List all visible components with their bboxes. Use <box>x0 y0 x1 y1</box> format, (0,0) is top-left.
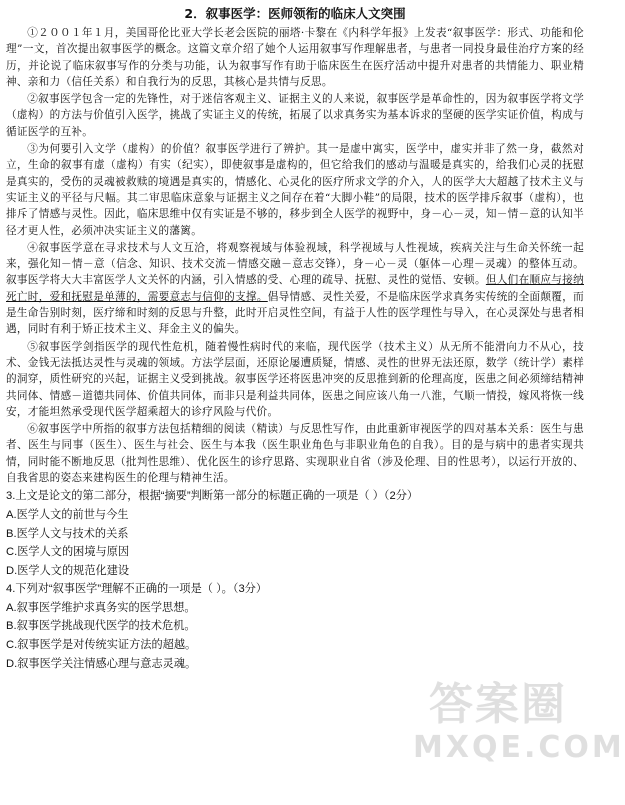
paragraph-5: ⑤叙事医学剑指医学的现代性危机，随着慢性病时代的来临，现代医学（技术主义）从无所不能滑向力不从心，技术、金钱无法抵达灵性与灵魂的领域。方法学层面，还原论屡遭质疑，情感、灵性的世界无法还原，数学（统计学）素样的洞穿，质性研究的兴起，证据主义受到挑战。叙事医学还将医患冲突的反思推到新的伦理高度，医患之间必须缔结精神共同体、情感－道德共同体、价值共同体，而非只是利益共同体，医患之间应该八角一八淮，气顺一情投，嫁风将恢一线安，才能坦然承受现代医学超乘超大的诊疗风险与代价。 <box>6 340 584 418</box>
question-3 <box>6 487 584 580</box>
document-page <box>6 6 584 673</box>
paragraph-1: ①２００１年１月，美国哥伦比亚大学长老会医院的丽塔·卡黎在《内科学年报》上发表“叙事医学：形式、功能和伦理”一文，首次提出叙事医学的概念。这篇文章介绍了她个人运用叙事写作理解患者，与患者一同投身最佳治疗方案的经历，并论说了临床叙事写作的分类与功能，认为叙事写作有助于临床医生在医疗活动中提升对患者的共情能力、职业精神、亲和力（信任关系）和自我行为的反思，其核心是共情与反思。 <box>6 27 584 88</box>
question-3-option-b[interactable]: B.医学人文与技术的关系 <box>6 527 129 540</box>
question-4-option-a[interactable]: A.叙事医学维护求真务实的医学思想。 <box>6 601 196 614</box>
question-3-option-c[interactable]: C.医学人文的困境与原因 <box>6 546 130 559</box>
question-3-stem: 3.上文是论文的第二部分，根据“摘要”判断第一部分的标题正确的一项是（ ）（2分） <box>6 490 419 503</box>
watermark-logo <box>413 679 625 799</box>
paragraph-2: ②叙事医学包含一定的先锋性，对于迷信客观主义、证据主义的人来说，叙事医学是革命性的，因为叙事医学将文学（虚构）的方法与价值引入医学，挑战了实证主义的传统，拓展了以求真务实为基本诉求的坚硬的医学实证价值，构成与循证医学的互补。 <box>6 93 584 138</box>
question-4-option-c[interactable]: C.叙事医学是对传统实证方法的超越。 <box>6 639 197 652</box>
question-4-option-b[interactable]: B.叙事医学挑战现代医学的技术危机。 <box>6 620 196 633</box>
paragraph-4 <box>6 240 584 338</box>
question-3-option-d[interactable]: D.医学人文的规范化建设 <box>6 564 130 577</box>
question-4-stem: 4.下列对“叙事医学”理解不正确的一项是（ ）。（3分） <box>6 583 268 596</box>
paragraph-3: ③为何要引入文学（虚构）的价值？叙事医学进行了辨护。其一是虚中寓实，医学中，虚实并非了然一身，截然对立，生命的叙事有虚（虚构）有实（纪实），即使叙事是虚构的，但它给我们的感动与温暖是真实的，给我们心灵的抚慰是真实的，受伤的灵魂被救赎的境遇是真实的，情感化、心灵化的医疗所求文学的介入，人的医学大大超越了技术主义与实证主义的平径与尺幅。其二审思临床意象与证据主义之间存在着“大脚小鞋”的局限，技术的医学排斥叙事（虚构），也排斥了情感与灵性。因此，临床思维中仅有实证是不够的，移步到全人医学的视野中，身－心－灵，知－情－意的认知半径才更人性，必须冲决实证主义的藩篱。 <box>6 143 584 237</box>
question-4-option-d[interactable]: D.叙事医学关注情感心理与意志灵魂。 <box>6 657 197 670</box>
question-4 <box>6 580 584 673</box>
watermark-text-top: 答案圈 <box>429 679 567 730</box>
section-title: 2．叙事医学：医师领衔的临床人文突围 <box>184 6 406 21</box>
paragraph-6: ⑥叙事医学中所指的叙事方法包括精细的阅读（精读）与反思性写作，由此重新审视医学的四对基本关系：医生与患者、医生与同事（医生）、医生与社会、医生与本我（医生职业角色与非职业角色的自我）。目的是与病中的患者实现共情，同时能不断地反思（批判性思维）、优化医生的诊疗思路、实现职业自省（涉及伦理、目的性思考），以运行开放的、自我省思的姿态来建构医生的伦理与精神生活。 <box>6 423 584 485</box>
paragraph-4-lead: ④叙事医学意在寻求技术与人文互洽，将观察视域与体验视域，科学视域与人性视域，疾病关注与生命关怀统一起来，强化知－情－意（信念、知识、技术交流－情感交融－意志交锋），身－心－灵（躯体－心理－灵魂）的整体互动。叙事医学将大大丰富医学人文关怀的内涵，引入情感的受、心理的疏导、抚慰、灵性的觉悟、安顿。 <box>6 241 584 287</box>
watermark-text-bottom: MXQE.COM <box>413 730 625 765</box>
paragraph-4-tail: 倡导情感、灵性关爱，不是临床医学求真务实传统的全面颠覆，而是生命告别时刻，医疗缔和时刻的反思与升整，此时开启灵性空间，有益于人性的医学理性与导入，在心灵深处与患者相遇，同时有利于矫正技术主义、拜金主义的偏失。 <box>6 290 585 336</box>
paragraph-4-underlined: 但人们在顺应与接纳死亡时，爱和抚慰是单薄的，需要意志与信仰的支撑。 <box>6 274 584 303</box>
question-3-option-a[interactable]: A.医学人文的前世与今生 <box>6 508 129 521</box>
